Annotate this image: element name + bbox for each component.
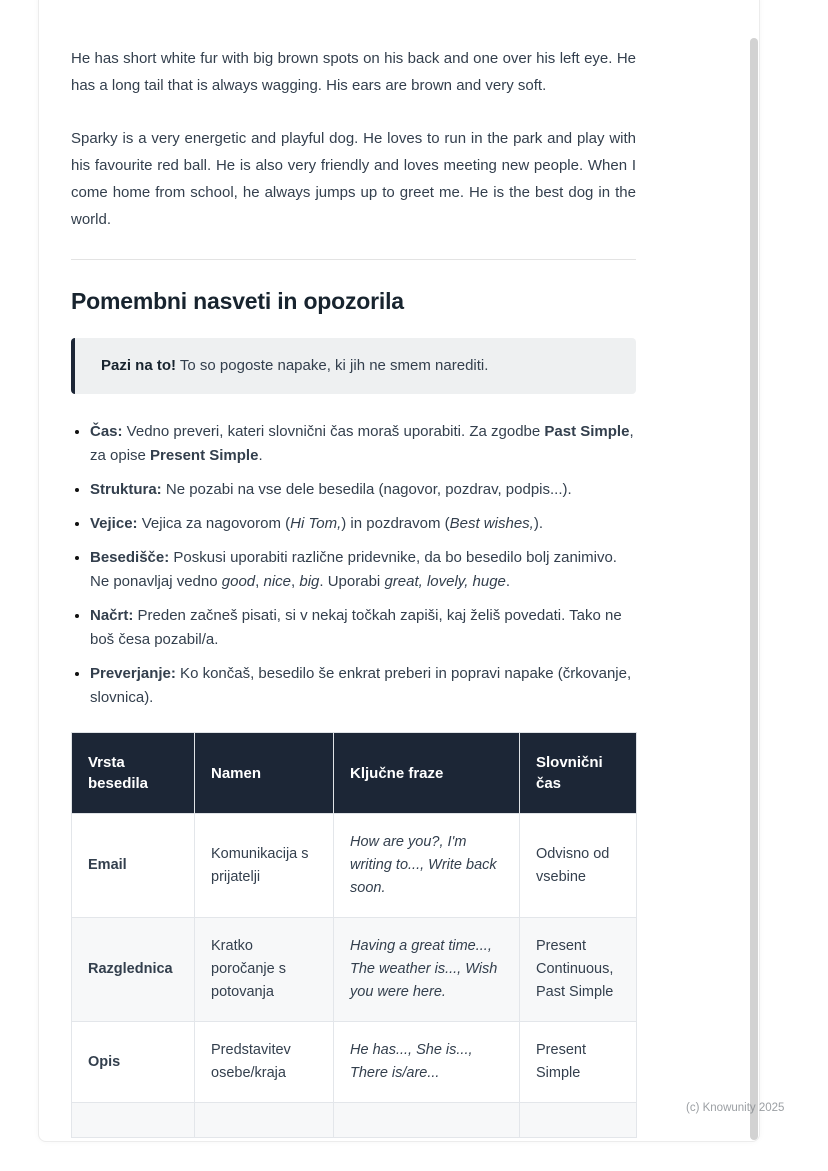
scrollbar-thumb[interactable] (750, 38, 758, 1140)
cell-tense (520, 1103, 637, 1138)
table-row (72, 814, 637, 918)
table-body (72, 814, 637, 1138)
cell-purpose: Kratko poročanje s potovanja (195, 918, 334, 1022)
tip-item: • Načrt: Preden začneš pisati, si v nekaj točkah zapiši, kaj želiš povedati. Tako ne boš česa pozabil/a. (90, 604, 636, 652)
cell-purpose (195, 1103, 334, 1138)
cell-purpose: Komunikacija s prijatelji (195, 814, 334, 918)
cell-phrases: Having a great time..., The weather is..., Wish you were here. (334, 918, 520, 1022)
table-header (72, 733, 637, 814)
cell-type: Razglednica (72, 918, 195, 1022)
cell-type (72, 1103, 195, 1138)
cell-phrases: How are you?, I'm writing to..., Write back soon. (334, 814, 520, 918)
cell-type: Email (72, 814, 195, 918)
section-heading: Pomembni nasveti in opozorila (71, 288, 404, 314)
header-kljucne-fraze: Ključne fraze (334, 733, 520, 814)
cell-type: Opis (72, 1022, 195, 1103)
table-header-row (72, 733, 637, 814)
callout-text: To so pogoste napake, ki jih ne smem narediti. (176, 357, 489, 374)
cell-phrases (334, 1103, 520, 1138)
cell-purpose: Predstavitev osebe/kraja (195, 1022, 334, 1103)
header-namen: Namen (195, 733, 334, 814)
header-slovnicni-cas: Slovnični čas (520, 733, 637, 814)
tip-item: • Preverjanje: Ko končaš, besedilo še enkrat preberi in popravi napake (črkovanje, slovnica). (90, 662, 636, 710)
warning-callout (71, 338, 636, 394)
cell-tense: Present Simple (520, 1022, 637, 1103)
copyright-watermark: (c) Knowunity 2025 (686, 1102, 785, 1114)
tip-item: • Besedišče: Poskusi uporabiti različne pridevnike, da bo besedilo bolj zanimivo. Ne ponavljaj vedno good, nice, big. Uporabi great, lovely, huge. (90, 546, 636, 594)
document-content (39, 0, 759, 1138)
writing-types-table (71, 732, 637, 1138)
paragraph-dog-appearance: He has short white fur with big brown spots on his back and one over his left eye. He has a long tail that is always wagging. His ears are brown and very soft. (71, 50, 636, 94)
header-vrsta-besedila: Vrsta besedila (72, 733, 195, 814)
paragraph-dog-character: Sparky is a very energetic and playful dog. He loves to run in the park and play with his favourite red ball. He is also very friendly and loves meeting new people. When I come home from school, he always jumps up to greet me. He is the best dog in the world. (71, 130, 636, 228)
table-row (72, 1022, 637, 1103)
cell-phrases: He has..., She is..., There is/are... (334, 1022, 520, 1103)
table-row (72, 1103, 637, 1138)
tips-list (71, 420, 636, 710)
tip-item: • Struktura: Ne pozabi na vse dele besedila (nagovor, pozdrav, podpis...). (90, 478, 636, 502)
cell-tense: Odvisno od vsebine (520, 814, 637, 918)
tip-item: • Vejice: Vejica za nagovorom (Hi Tom,) in pozdravom (Best wishes,). (90, 512, 636, 536)
tip-item: • Čas: Vedno preveri, kateri slovnični čas moraš uporabiti. Za zgodbe Past Simple, za opise Present Simple. (90, 420, 636, 468)
document-page (38, 0, 760, 1142)
section-divider (71, 259, 636, 260)
callout-lead: Pazi na to! (101, 357, 177, 374)
table-row (72, 918, 637, 1022)
cell-tense: Present Continuous, Past Simple (520, 918, 637, 1022)
